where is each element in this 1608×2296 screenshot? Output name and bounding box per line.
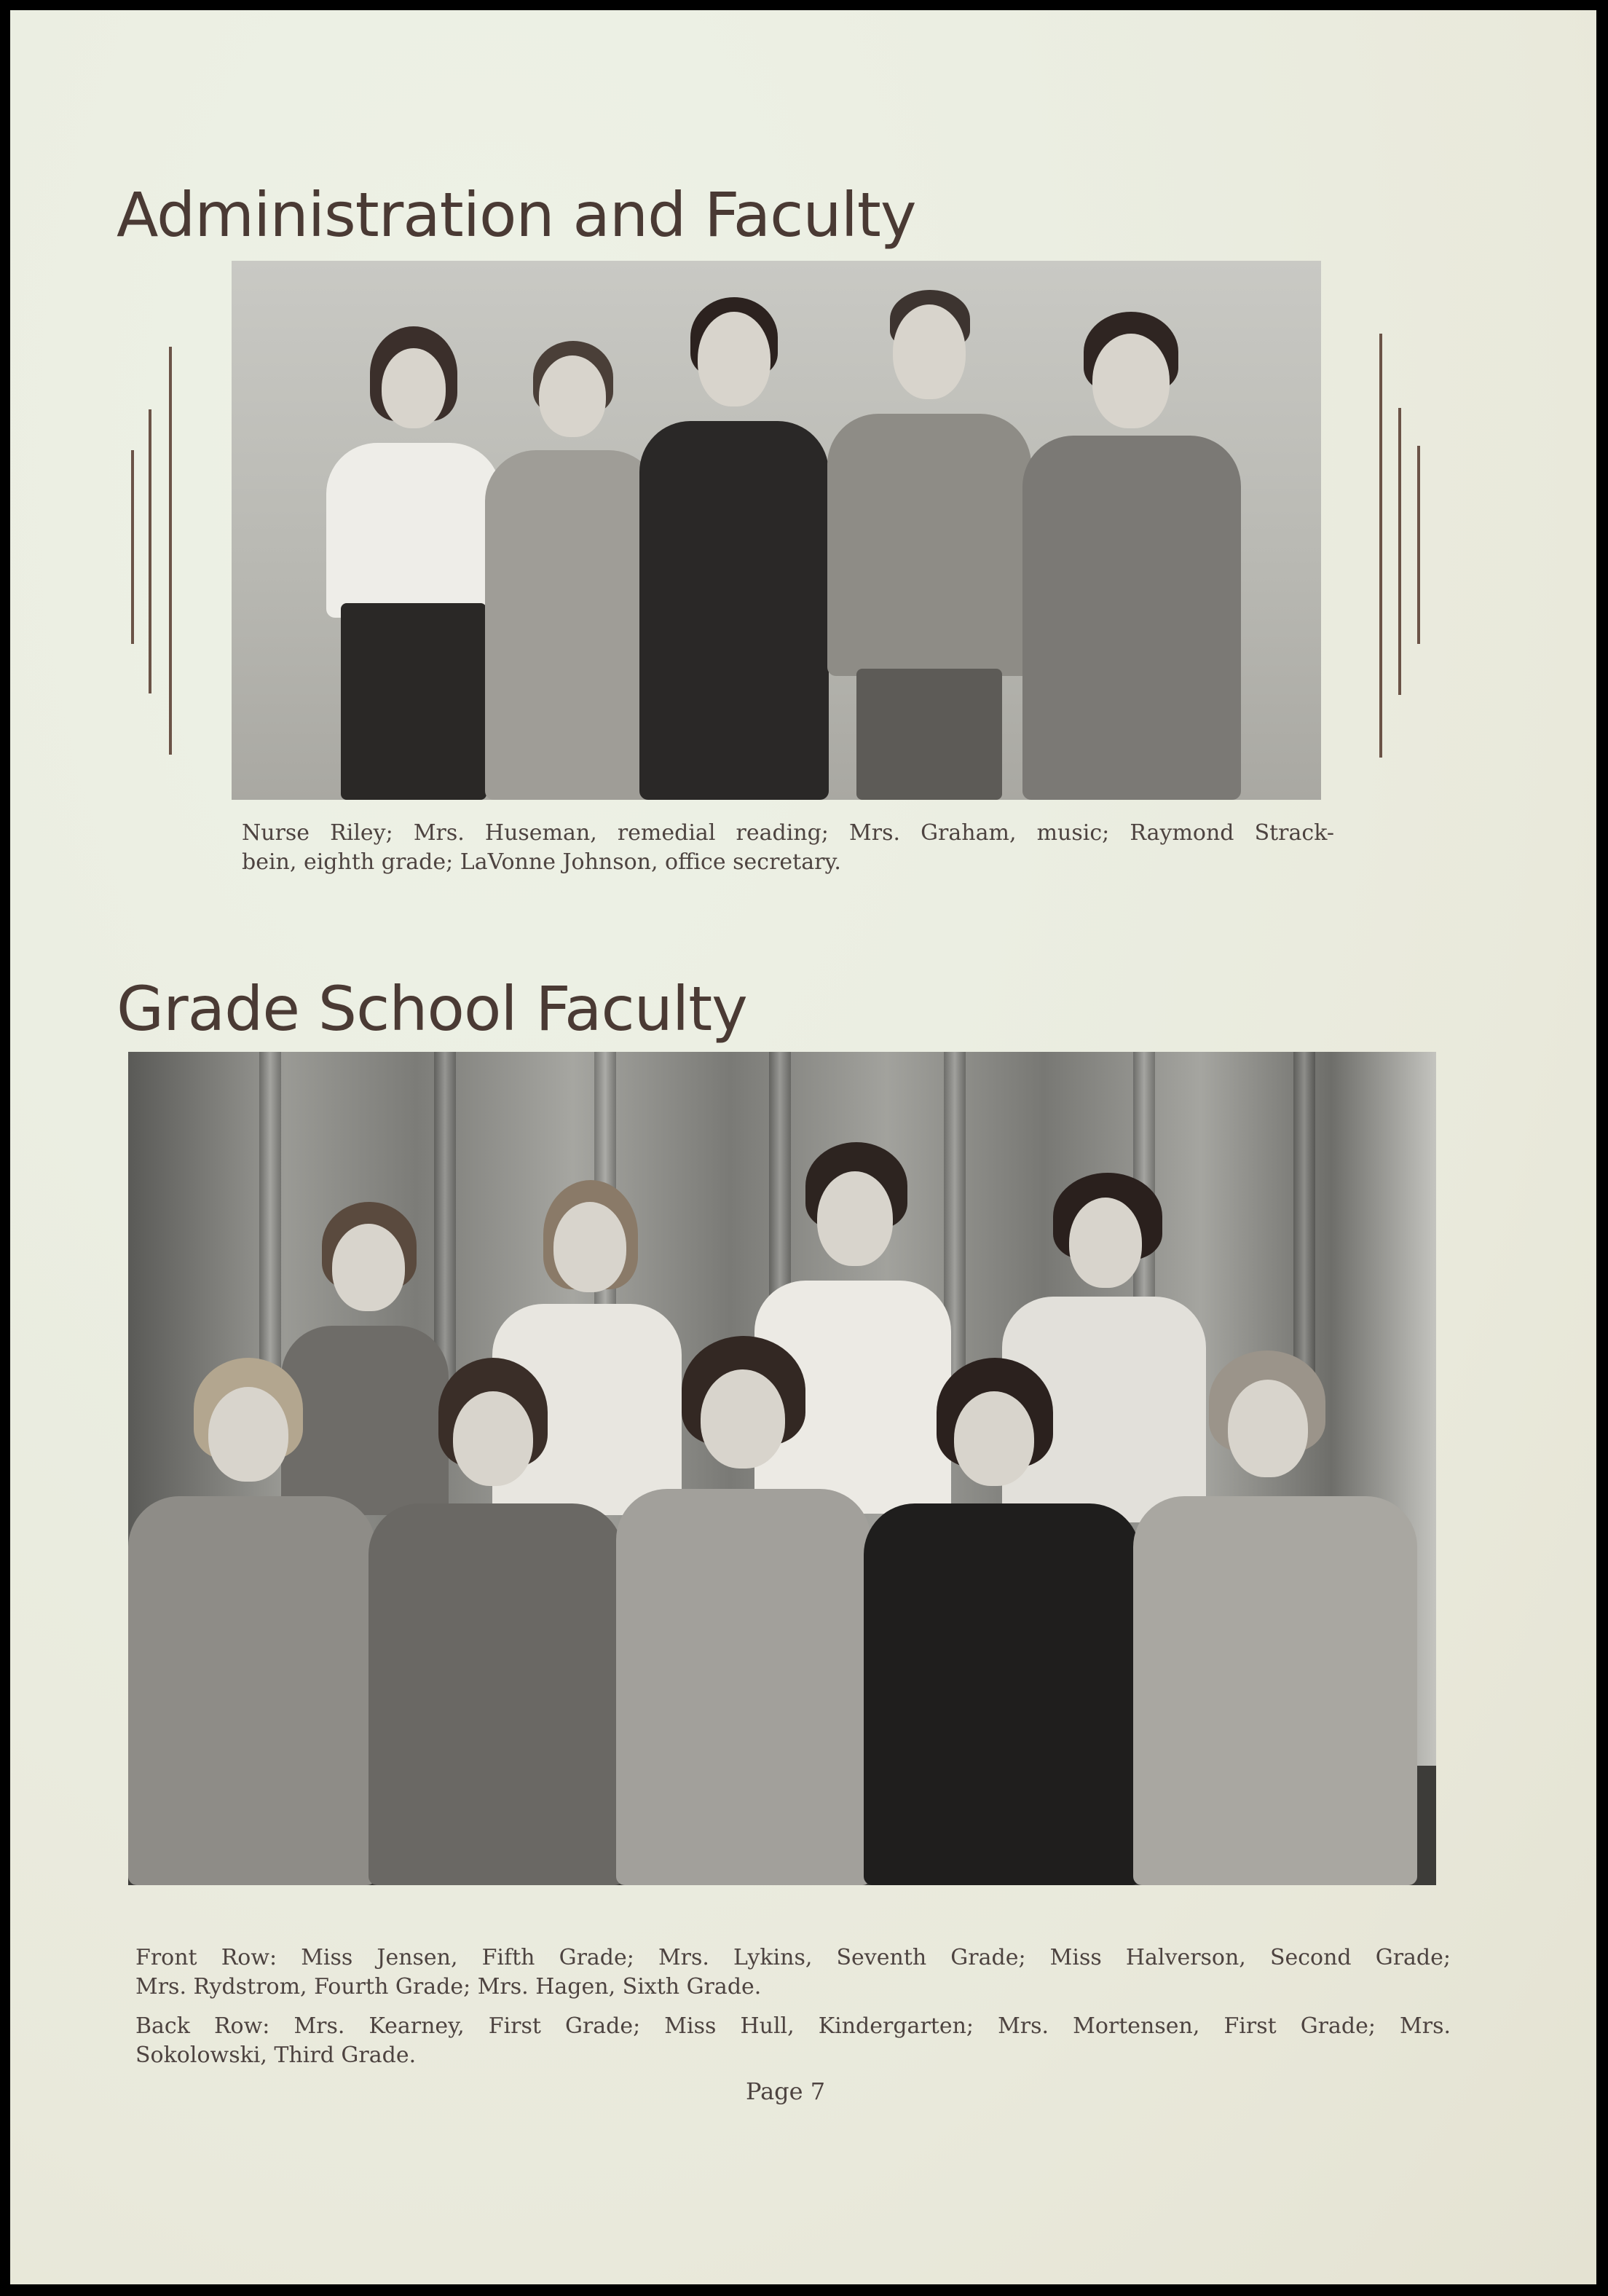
caption-line: Front Row: Miss Jensen, Fifth Grade; Mrs. Lykins, Seventh Grade; Miss Halverson, Second Grade; — [135, 1945, 1451, 1970]
photo-person — [616, 1336, 871, 1885]
photo-person — [864, 1358, 1140, 1885]
page-number: Page 7 — [746, 2077, 826, 2105]
front-row-caption — [135, 1943, 1451, 2002]
photo-person — [1022, 312, 1241, 800]
caption-line: Back Row: Mrs. Kearney, First Grade; Miss Hull, Kindergarten; Mrs. Mortensen, First Grade; Mrs. — [135, 2013, 1451, 2039]
photo-person — [1133, 1351, 1417, 1885]
yearbook-page — [10, 10, 1596, 2284]
decorative-rule-left-2 — [149, 409, 151, 693]
decorative-rule-left-1 — [169, 347, 172, 755]
grade-school-caption — [135, 1943, 1451, 2080]
photo-person — [319, 326, 508, 800]
administration-caption — [242, 819, 1334, 877]
caption-line: Mrs. Rydstrom, Fourth Grade; Mrs. Hagen, Sixth Grade. — [135, 1974, 762, 2000]
photo-person — [485, 341, 660, 800]
decorative-rule-left-3 — [131, 450, 134, 644]
photo-person — [128, 1358, 376, 1885]
photo-person — [639, 297, 829, 800]
section-title-grade-school: Grade School Faculty — [117, 973, 747, 1045]
grade-school-faculty-photo — [128, 1052, 1436, 1885]
caption-line: Sokolowski, Third Grade. — [135, 2043, 417, 2068]
decorative-rule-right-2 — [1398, 408, 1401, 695]
section-title-administration: Administration and Faculty — [117, 179, 916, 251]
decorative-rule-right-1 — [1379, 334, 1382, 758]
photo-person — [827, 290, 1031, 800]
decorative-rule-right-3 — [1417, 446, 1420, 644]
back-row-caption — [135, 2012, 1451, 2070]
administration-group-photo — [232, 261, 1321, 800]
caption-line: bein, eighth grade; LaVonne Johnson, office secretary. — [242, 849, 841, 875]
photo-person — [368, 1358, 623, 1885]
caption-line: Nurse Riley; Mrs. Huseman, remedial reading; Mrs. Graham, music; Raymond Strack- — [242, 820, 1334, 846]
